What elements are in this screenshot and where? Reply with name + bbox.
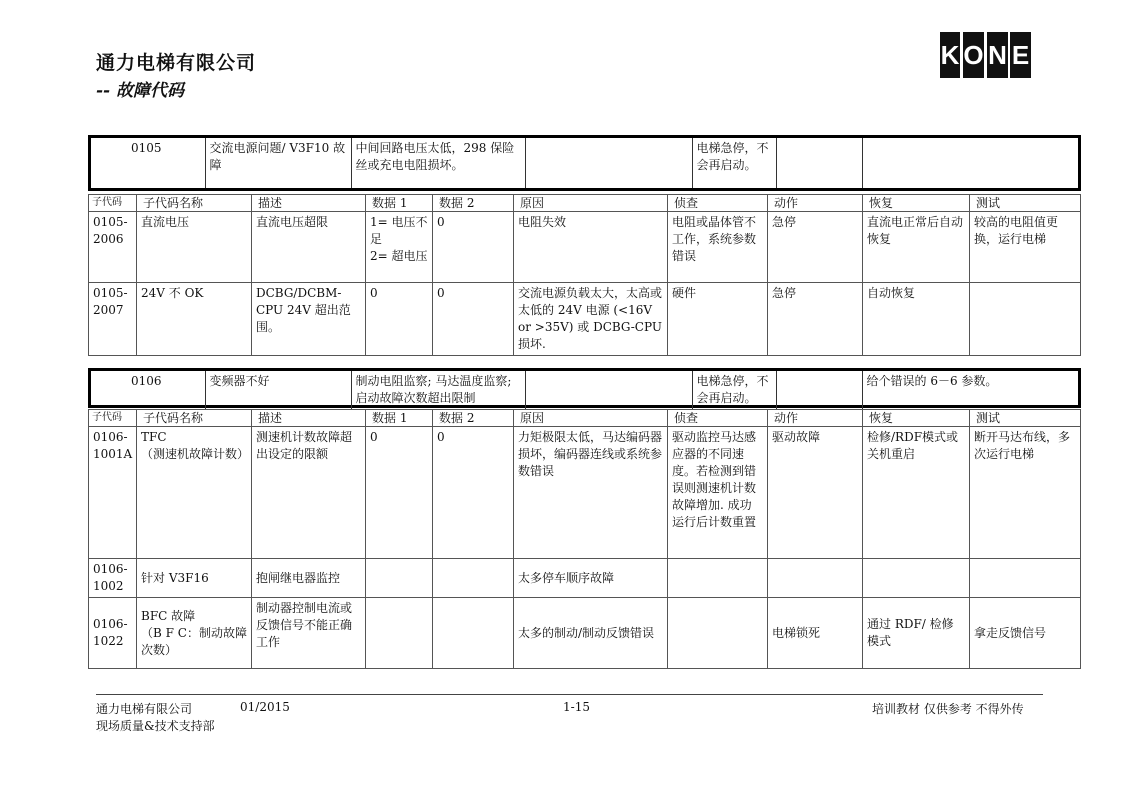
column-header: 数据 2 — [433, 410, 514, 427]
test — [970, 283, 1081, 356]
action — [768, 559, 863, 598]
table-row — [89, 559, 1081, 598]
subcode: 0106-1002 — [89, 559, 137, 598]
subcode-table-0106 — [88, 409, 1081, 669]
svg-text:E: E — [1011, 40, 1030, 70]
column-header: 动作 — [768, 195, 863, 212]
subcode: 0105-2006 — [89, 212, 137, 283]
subcode-table-0105 — [88, 194, 1081, 356]
column-header: 侦查 — [668, 195, 768, 212]
svg-text:O: O — [963, 40, 984, 70]
recovery: 通过 RDF/ 检修模式 — [863, 598, 970, 669]
cause: 交流电源负载太大，太高或太低的 24V 电源 (<16V or >35V) 或 DCBG-CPU 损坏. — [514, 283, 668, 356]
detection: 电阻或晶体管不工作，系统参数错误 — [668, 212, 768, 283]
test: 拿走反馈信号 — [970, 598, 1081, 669]
test: 较高的电阻值更换，运行电梯 — [970, 212, 1081, 283]
test: 断开马达布线，多次运行电梯 — [970, 427, 1081, 559]
subcode-name: 直流电压 — [137, 212, 252, 283]
subcode-description: 测速机计数故障超出设定的限额 — [252, 427, 366, 559]
detection — [668, 598, 768, 669]
column-header: 描述 — [252, 410, 366, 427]
svg-text:N: N — [988, 40, 1007, 70]
subcode: 0105-2007 — [89, 283, 137, 356]
fault-action: 电梯急停，不会再启动。 — [692, 371, 776, 409]
fault-note: 给个错误的 6－6 参数。 — [866, 374, 998, 388]
company-title: 通力电梯有限公司 — [96, 52, 257, 74]
fault-blank — [776, 138, 862, 188]
detection: 硬件 — [668, 283, 768, 356]
action: 驱动故障 — [768, 427, 863, 559]
column-header: 恢复 — [863, 410, 970, 427]
footer-divider — [96, 694, 1043, 695]
subcode-description: 直流电压超限 — [252, 212, 366, 283]
table-row — [89, 283, 1081, 356]
footer-department: 现场质量&技术支持部 — [96, 719, 215, 733]
footer-company: 通力电梯有限公司 — [96, 702, 193, 716]
subcode: 0106-1001A — [89, 427, 137, 559]
column-header: 描述 — [252, 195, 366, 212]
data-2 — [433, 559, 514, 598]
recovery: 自动恢复 — [863, 283, 970, 356]
action: 急停 — [768, 283, 863, 356]
fault-name: 交流电源问题/ V3F10 故障 — [205, 138, 351, 188]
fault-description: 制动电阻监察; 马达温度监察; 启动故障次数超出限制 — [351, 371, 525, 409]
column-header: 子代码 — [89, 195, 137, 212]
subcode-name: 针对 V3F16 — [137, 559, 252, 598]
column-header: 数据 1 — [366, 410, 433, 427]
kone-logo — [940, 32, 1031, 78]
data-1: 0 — [366, 283, 433, 356]
data-1: 0 — [366, 427, 433, 559]
column-header: 测试 — [970, 410, 1081, 427]
fault-blank — [525, 138, 692, 188]
column-header: 侦查 — [668, 410, 768, 427]
subcode-description: 抱闸继电器监控 — [252, 559, 366, 598]
column-header: 原因 — [514, 410, 668, 427]
page-number: 1-15 — [563, 700, 590, 714]
subcode-name: TFC （测速机故障计数） — [137, 427, 252, 559]
cause: 太多停车顺序故障 — [514, 559, 668, 598]
table-row — [89, 427, 1081, 559]
column-header: 子代码名称 — [137, 195, 252, 212]
fault-name: 变频器不好 — [205, 371, 351, 409]
fault-code: 0106 — [91, 371, 205, 409]
detection — [668, 559, 768, 598]
fault-code: 0105 — [91, 138, 205, 188]
fault-blank — [525, 371, 692, 409]
data-1 — [366, 559, 433, 598]
fault-action: 电梯急停，不会再启动。 — [692, 138, 776, 188]
footer-date: 01/2015 — [240, 700, 290, 714]
subcode-name: 24V 不 OK — [137, 283, 252, 356]
fault-blank — [776, 371, 862, 409]
cause: 太多的制动/制动反馈错误 — [514, 598, 668, 669]
subcode-description: 制动器控制电流或反馈信号不能正确工作 — [252, 598, 366, 669]
data-1 — [366, 598, 433, 669]
data-2: 0 — [433, 283, 514, 356]
column-header: 数据 1 — [366, 195, 433, 212]
cause: 力矩极限太低，马达编码器损坏，编码器连线或系统参数错误 — [514, 427, 668, 559]
recovery: 直流电正常后自动恢复 — [863, 212, 970, 283]
fault-note — [862, 138, 1078, 188]
column-header: 子代码名称 — [137, 410, 252, 427]
table-row — [89, 212, 1081, 283]
svg-text:K: K — [940, 40, 960, 70]
recovery — [863, 559, 970, 598]
cause: 电阻失效 — [514, 212, 668, 283]
column-header: 子代码 — [89, 410, 137, 427]
data-1: 1= 电压不足 2= 超电压 — [366, 212, 433, 283]
subcode-name: BFC 故障 （B F C：制动故障次数） — [137, 598, 252, 669]
fault-header-0105 — [91, 138, 1078, 188]
column-header: 测试 — [970, 195, 1081, 212]
fault-description: 中间回路电压太低，298 保险丝或充电电阻损坏。 — [351, 138, 525, 188]
column-header: 动作 — [768, 410, 863, 427]
recovery: 检修/RDF模式或关机重启 — [863, 427, 970, 559]
action: 急停 — [768, 212, 863, 283]
data-2: 0 — [433, 427, 514, 559]
subcode: 0106-1022 — [89, 598, 137, 669]
column-header: 恢复 — [863, 195, 970, 212]
data-2 — [433, 598, 514, 669]
data-2: 0 — [433, 212, 514, 283]
footer-notice: 培训教材 仅供参考 不得外传 — [872, 702, 1024, 716]
fault-header-0106 — [91, 371, 1078, 409]
test — [970, 559, 1081, 598]
document-subtitle: -- 故障代码 — [96, 81, 185, 101]
column-header: 数据 2 — [433, 195, 514, 212]
action: 电梯锁死 — [768, 598, 863, 669]
table-row — [89, 598, 1081, 669]
detection: 驱动监控马达感应器的不同速度。若检测到错误则测速机计数故障增加. 成功运行后计数重置 — [668, 427, 768, 559]
subcode-description: DCBG/DCBM-CPU 24V 超出范围。 — [252, 283, 366, 356]
column-header: 原因 — [514, 195, 668, 212]
